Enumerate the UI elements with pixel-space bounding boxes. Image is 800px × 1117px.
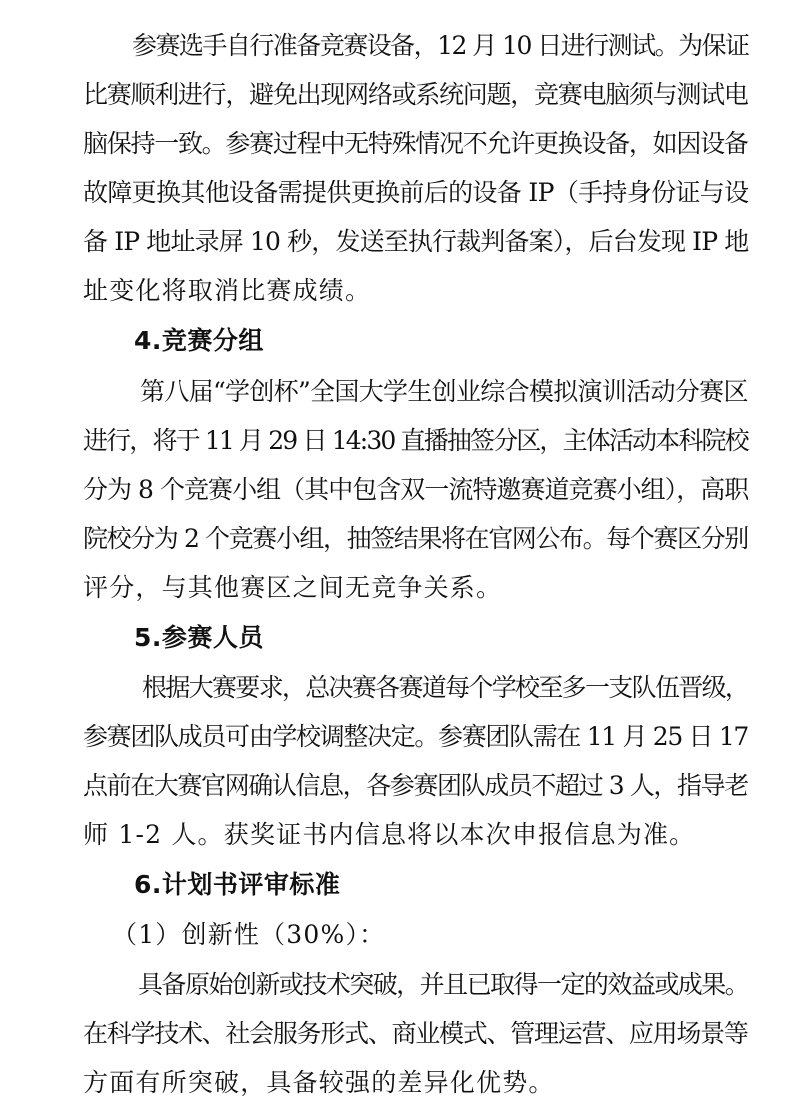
paragraph-line: 故障更换其他设备需提供更换前后的设备 IP（手持身份证与设 xyxy=(83,178,749,207)
paragraph-line: 点前在大赛官网确认信息，各参赛团队成员不超过 3 人，指导老 xyxy=(83,771,748,800)
paragraph-line: 参赛团队成员可由学校调整决定。参赛团队需在 11 月 25 日 17 xyxy=(83,722,748,751)
paragraph-line: 具备原始创新或技术突破，并且已取得一定的效益或成果。 xyxy=(138,970,749,999)
paragraph-line: 根据大赛要求，总决赛各赛道每个学校至多一支队伍晋级， xyxy=(142,673,749,702)
section-heading: 4.竞赛分组 xyxy=(134,326,264,355)
paragraph-line: 师 1-2 人。获奖证书内信息将以本次申报信息为准。 xyxy=(83,820,696,849)
section-heading: 5.参赛人员 xyxy=(134,623,264,652)
paragraph-line: 第八届“学创杯”全国大学生创业综合模拟演训活动分赛区 xyxy=(140,377,748,406)
section-heading: 6.计划书评审标准 xyxy=(134,870,341,899)
paragraph-line: 分为 8 个竞赛小组（其中包含双一流特邀赛道竞赛小组），高职 xyxy=(83,475,749,504)
paragraph-line: 参赛选手自行准备竞赛设备，12 月 10 日进行测试。为保证 xyxy=(132,31,749,60)
sub-item-heading: （1）创新性（30%）： xyxy=(112,920,386,949)
paragraph-line: 在科学技术、社会服务形式、商业模式、管理运营、应用场景等 xyxy=(83,1019,748,1048)
paragraph-line: 比赛顺利进行，避免出现网络或系统问题，竞赛电脑须与测试电 xyxy=(83,80,748,109)
paragraph-line: 备 IP 地址录屏 10 秒，发送至执行裁判备案），后台发现 IP 地 xyxy=(83,227,749,256)
paragraph-line: 院校分为 2 个竞赛小组，抽签结果将在官网公布。每个赛区分别 xyxy=(83,524,748,553)
paragraph-line: 脑保持一致。参赛过程中无特殊情况不允许更换设备，如因设备 xyxy=(83,129,748,158)
paragraph-line: 方面有所突破，具备较强的差异化优势。 xyxy=(83,1068,555,1097)
paragraph-line: 评分，与其他赛区之间无竞争关系。 xyxy=(83,573,503,602)
paragraph-line: 址变化将取消比赛成绩。 xyxy=(83,276,372,305)
paragraph-line: 进行，将于 11 月 29 日 14:30 直播抽签分区，主体活动本科院校 xyxy=(83,426,748,455)
